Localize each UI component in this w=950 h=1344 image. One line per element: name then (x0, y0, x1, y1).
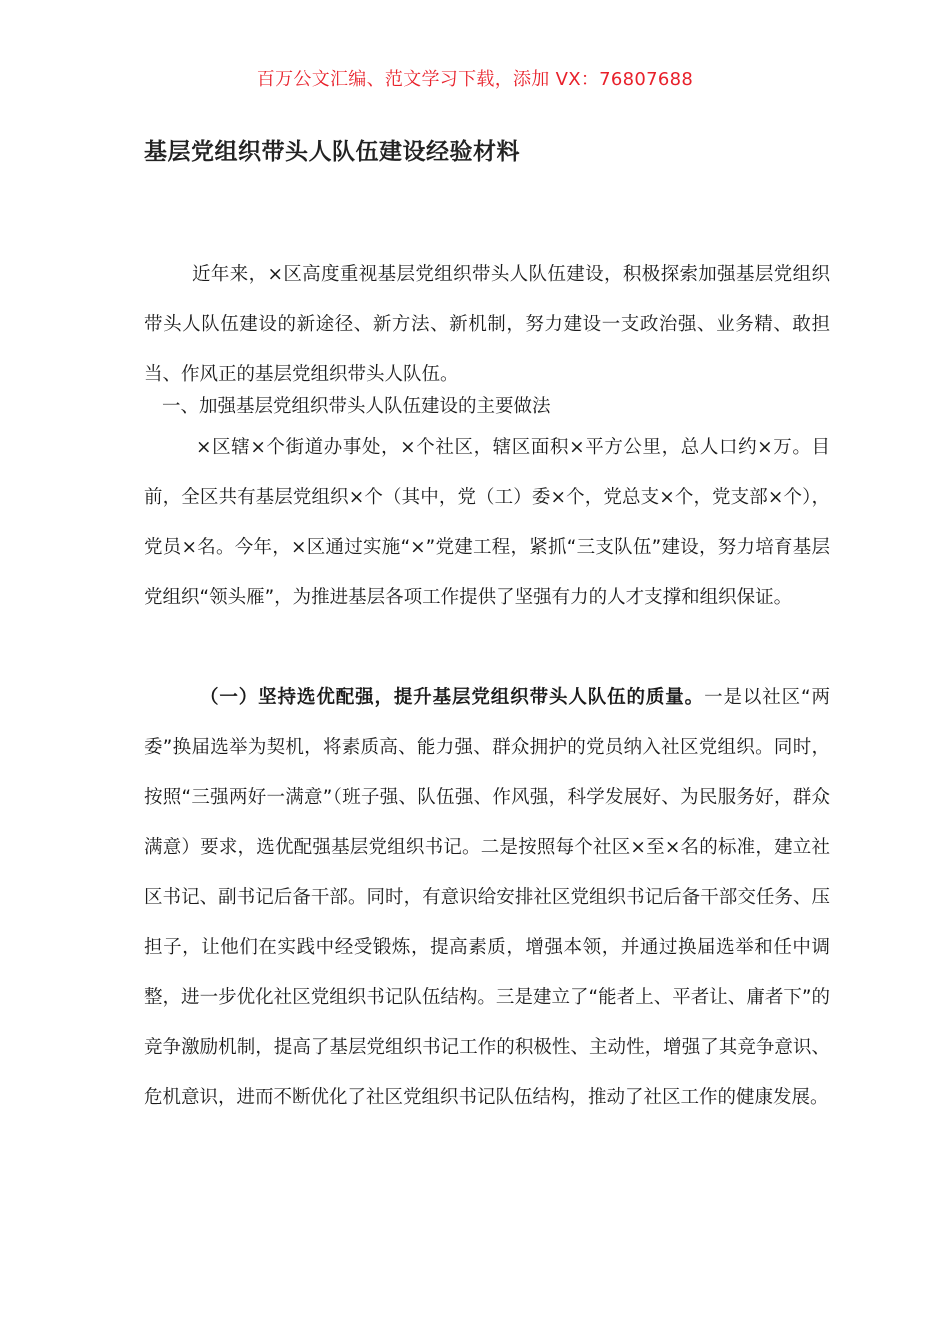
point-one-body: 一是以社区“两委”换届选举为契机，将素质高、能力强、群众拥护的党员纳入社区党组织。同时，按照“三强两好一满意”（班子强、队伍强、作风强，科学发展好、为民服务好，群众满意）要求，选优配强基层党组织书记。二是按照每个社区×至×名的标准，建立社区书记、副书记后备干部。同时，有意识给安排社区党组织书记后备干部交任务、压担子，让他们在实践中经受锻炼，提高素质，增强本领，并通过换届选举和任中调整，进一步优化社区党组织书记队伍结构。三是建立了“能者上、平者让、庸者下”的竞争激励机制，提高了基层党组织书记工作的积极性、主动性，增强了其竞争意识、危机意识，进而不断优化了社区党组织书记队伍结构，推动了社区工作的健康发展。 (144, 687, 830, 1108)
point-one-paragraph (144, 673, 830, 1123)
section-one-heading: 一、加强基层党组织带头人队伍建设的主要做法 (162, 396, 551, 417)
promo-banner: 百万公文汇编、范文学习下载，添加 VX：76807688 (256, 69, 694, 90)
intro-paragraph: 近年来，×区高度重视基层党组织带头人队伍建设，积极探索加强基层党组织带头人队伍建设的新途径、新方法、新机制，努力建设一支政治强、业务精、敢担当、作风正的基层党组织带头人队伍。 (144, 264, 830, 385)
overview-paragraph: ×区辖×个街道办事处，×个社区，辖区面积×平方公里，总人口约×万。目前，全区共有基层党组织×个（其中，党（工）委×个，党总支×个，党支部×个），党员×名。今年，×区通过实施“×”党建工程，紧抓“三支队伍”建设，努力培育基层党组织“领头雁”，为推进基层各项工作提供了坚强有力的人才支撑和组织保证。 (144, 437, 830, 608)
point-one-heading: （一）坚持选优配强，提升基层党组织带头人队伍的质量。 (200, 687, 705, 708)
document-title: 基层党组织带头人队伍建设经验材料 (144, 139, 520, 165)
